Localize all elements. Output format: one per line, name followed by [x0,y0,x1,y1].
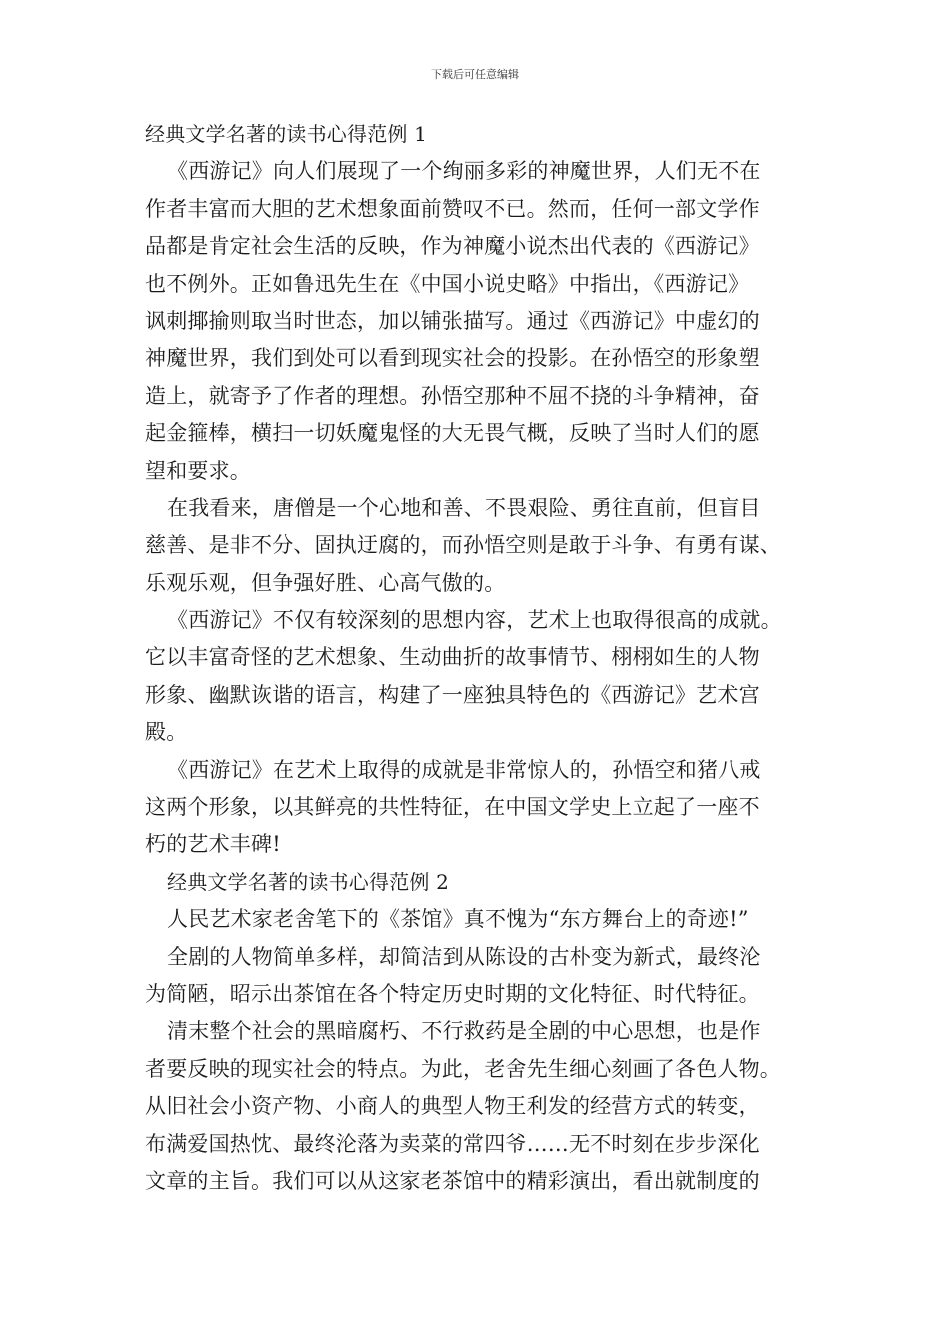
section-heading: 经典文学名著的读书心得范例 2 [167,869,450,894]
text-line: 作者丰富而大胆的艺术想象面前赞叹不已。然而，任何一部文学作 [145,196,760,221]
text-line: 文章的主旨。我们可以从这家老茶馆中的精彩演出，看出就制度的 [145,1168,760,1193]
text-line: 造上，就寄予了作者的理想。孙悟空那种不屈不挠的斗争精神，奋 [145,383,760,408]
text-line: 清末整个社会的黑暗腐朽、不行救药是全剧的中心思想，也是作 [167,1019,761,1044]
text-line: 《西游记》在艺术上取得的成就是非常惊人的，孙悟空和猪八戒 [167,757,761,782]
text-line: 它以丰富奇怪的艺术想象、生动曲折的故事情节、栩栩如生的人物 [145,645,760,670]
text-line: 神魔世界，我们到处可以看到现实社会的投影。在孙悟空的形象塑 [145,346,760,371]
text-line: 《西游记》向人们展现了一个绚丽多彩的神魔世界，人们无不在 [167,159,761,184]
text-line: 从旧社会小资产物、小商人的典型人物王利发的经营方式的转变， [145,1094,760,1119]
text-line: 品都是肯定社会生活的反映，作为神魔小说杰出代表的《西游记》 [145,234,760,259]
text-line: 在我看来，唐僧是一个心地和善、不畏艰险、勇往直前，但盲目 [167,495,761,520]
text-line: 起金箍棒，横扫一切妖魔鬼怪的大无畏气概，反映了当时人们的愿 [145,421,760,446]
text-line: 朽的艺术丰碑! [145,832,281,857]
text-line: 《西游记》不仅有较深刻的思想内容，艺术上也取得很高的成就。 [167,608,782,633]
text-line: 乐观乐观，但争强好胜、心高气傲的。 [145,570,506,595]
text-line: 殿。 [145,720,188,745]
text-line: 这两个形象，以其鲜亮的共性特征，在中国文学史上立起了一座不 [145,795,760,820]
text-line: 也不例外。正如鲁迅先生在《中国小说史略》中指出，《西游记》 [145,271,750,296]
page-header: 下载后可任意编辑 [431,68,519,81]
section-heading: 经典文学名著的读书心得范例 1 [145,122,428,146]
text-line: 慈善、是非不分、固执迂腐的，而孙悟空则是敢于斗争、有勇有谋、 [145,533,781,558]
text-line: 全剧的人物简单多样，却简洁到从陈设的古朴变为新式，最终沦 [167,944,761,969]
text-line: 人民艺术家老舍笔下的《茶馆》真不愧为“东方舞台上的奇迹!” [167,907,749,932]
document-body [145,116,835,1200]
text-line: 者要反映的现实社会的特点。为此，老舍先生细心刻画了各色人物。 [145,1056,781,1081]
text-line: 为简陋，昭示出茶馆在各个特定历史时期的文化特征、时代特征。 [145,981,760,1006]
text-line: 望和要求。 [145,458,251,483]
text-line: 布满爱国热忱、最终沦落为卖菜的常四爷……无不时刻在步步深化 [145,1131,760,1156]
text-line: 形象、幽默诙谐的语言，构建了一座独具特色的《西游记》艺术宫 [145,682,760,707]
text-line: 讽刺揶揄则取当时世态，加以铺张描写。通过《西游记》中虚幻的 [145,308,760,333]
